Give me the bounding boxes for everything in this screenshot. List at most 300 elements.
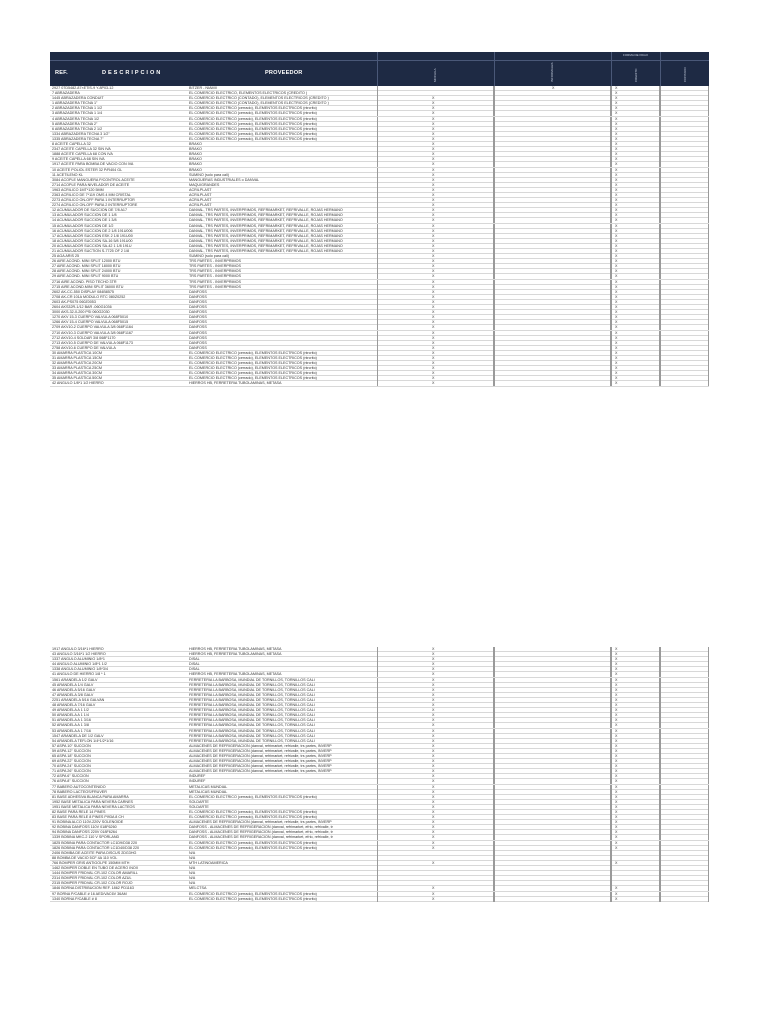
mark-mochila: X: [432, 142, 435, 147]
item-supplier: EL COMERCIO ELECTRICO (cerrado), ELEMENTOS ELECTRICOS (ntrcrito): [189, 106, 317, 111]
header-col-contado: CONTADO: [683, 67, 687, 82]
item-description: 81 BASE ADHESIVA BLANCA PARA AMARRA: [52, 794, 129, 799]
header-divider: [660, 52, 661, 86]
mark-mochila: X: [432, 279, 435, 284]
item-description: 2406 BOMBA DE ACEITE PARA DISCUS 2DG3HG: [52, 850, 137, 855]
price-sheet-upper: [50, 52, 709, 387]
item-description: 27 AIRE ACOND. MINI SPLIT 18000 BTU: [52, 264, 121, 269]
item-description: 78 BABERO LACTEOS/FRUVER: [52, 789, 107, 794]
mark-credito: X: [615, 203, 618, 208]
item-description: 43 ANGULO 3/16*1 1/2 HIERRO: [52, 652, 106, 657]
mark-mochila: X: [432, 355, 435, 360]
item-supplier: BRAKO: [189, 167, 202, 172]
item-description: 76 ASPA 8" SUCCION: [52, 779, 89, 784]
item-description: 1846 BORNA DISTRIBUCION REF. 1862 PD1163: [52, 886, 134, 891]
item-description: 2927 07D5482-87×ETIS-9 Y-8P03-12: [52, 86, 114, 90]
item-supplier: TRS PARTES - INVERPRIMOS: [189, 274, 241, 279]
item-description: 1888 ACEITE CAPELLA 68 CON IVA: [52, 152, 113, 157]
item-supplier: EL COMERCIO ELECTRICO (cerrado), ELEMENTOS ELECTRICOS (ntrcrito): [189, 136, 317, 141]
mark-mochila: X: [432, 891, 435, 896]
mark-credito: X: [615, 325, 618, 330]
item-supplier: DISAL: [189, 657, 200, 662]
item-supplier: DANVAL, TRS PARTES, INVERPRIMOS, REFRIMARKET, REFRIVALLE, ROJAS HERMANO: [189, 218, 343, 223]
mark-mochila: X: [432, 738, 435, 743]
item-supplier: DISAL: [189, 662, 200, 667]
item-description: 1825 BOBINA PARA CONTACTOR LC1D9/D38 220: [52, 840, 138, 845]
mark-mochila: X: [432, 789, 435, 794]
item-description: 1963 ACRILICO 1MT*120 5MM: [52, 187, 104, 192]
item-description: 2713 AKV10-5 CUERPO DE VALVULA 068F1173: [52, 340, 133, 345]
mark-credito: X: [615, 840, 618, 845]
mark-mochila: X: [432, 371, 435, 376]
item-description: 1445 ABRAZADERA CONDUIT: [52, 96, 104, 101]
item-description: 50 ARANDELA A 1 1/4: [52, 713, 89, 718]
mark-mochila: X: [432, 289, 435, 294]
item-description: 13 ACUMULADOR SUCCION DE 1 1/8: [52, 213, 117, 218]
mark-mochila: X: [432, 799, 435, 804]
mark-credito: X: [615, 279, 618, 284]
item-description: 10 ACEITE POLIOL ESTER 32 P/R404 GL: [52, 167, 123, 172]
item-supplier: MAQUIGRANDES: [189, 182, 220, 187]
item-description: 51 ARANDELA A 1 3/16: [52, 718, 91, 723]
item-supplier: SOLDARTE: [189, 804, 209, 809]
mark-credito: X: [615, 162, 618, 167]
header-ref: REF.: [55, 70, 68, 76]
mark-mochila: X: [432, 157, 435, 162]
item-description: 2251 ARANDELA 5/16 GALVAN: [52, 697, 105, 702]
mark-credito: X: [615, 187, 618, 192]
item-supplier: EL COMERCIO ELECTRICO (cerrado), ELEMENTOS ELECTRICOS (ntrcrito): [189, 810, 317, 814]
item-description: 28 AIRE ACOND. MINI SPLIT 24000 BTU: [52, 269, 121, 274]
mark-mochila: X: [432, 774, 435, 779]
item-supplier: EL COMERCIO ELECTRICO, ELEMENTOS ELECTRICOS (CREDITO ): [189, 91, 308, 96]
item-description: 11 ACETILENO KL: [52, 172, 84, 177]
mark-mochila: X: [432, 708, 435, 713]
item-description: 3084 ACOPLE MANGUERA P/CONTROL ACEITE: [52, 177, 135, 182]
item-description: 2273 ACRILICO ON-OFF PARA 1 INTERRUPTOR: [52, 198, 135, 203]
item-supplier: FERRETERIA LA BARBOSA, MUNDIAL DE TORNILLOS, TORNILLOS CALI: [189, 697, 315, 702]
mark-credito: X: [615, 738, 618, 743]
item-supplier: EL COMERCIO ELECTRICO (cerrado), ELEMENTOS ELECTRICOS (ntrcrito): [189, 131, 317, 136]
item-description: 2709 AKV10-2 CUERPO VALVULA 3/8 068F1164: [52, 325, 133, 330]
mark-credito: X: [615, 784, 618, 789]
mark-credito: X: [615, 376, 618, 381]
mark-mochila: X: [432, 835, 435, 840]
item-supplier: FERRETERIA LA BARBOSA, MUNDIAL DE TORNILLOS, TORNILLOS CALI: [189, 703, 315, 708]
item-description: 44 ANGULO ALUMINIO 1/8*1 1/2: [52, 662, 107, 667]
item-description: 59 ASPA 12" SUCCION: [52, 748, 91, 753]
item-supplier: FERRETERIA LA BARBOSA, MUNDIAL DE TORNILLOS, TORNILLOS CALI: [189, 723, 315, 728]
item-description: 83 BASE PARA RELE 8 PINES PI93A 8 CH: [52, 815, 124, 820]
mark-mochila: X: [432, 718, 435, 723]
mark-credito: X: [615, 315, 618, 320]
item-supplier: HIERROS HB, FERRETERIA TUBOLAMINAS, METASA: [189, 652, 282, 657]
item-description: 1334 ABRAZADERA TECNA 3 1/2": [52, 131, 110, 136]
mark-credito: X: [615, 366, 618, 371]
mark-mochila: X: [432, 662, 435, 667]
mark-credito: X: [615, 733, 618, 738]
mark-mochila: X: [432, 208, 435, 213]
mark-mochila: X: [432, 779, 435, 784]
item-supplier: DANFOSS: [189, 330, 207, 335]
mark-credito: X: [615, 121, 618, 126]
mark-credito: X: [615, 687, 618, 692]
price-sheet-lower: [50, 647, 709, 902]
item-supplier: HIERROS HB, FERRETERIA TUBOLAMINAS, METASA: [189, 672, 282, 677]
item-supplier: DANFOSS: [189, 310, 207, 315]
header-col-credito: CREDITO: [634, 68, 638, 82]
item-supplier: BRAKO: [189, 142, 202, 147]
item-description: 2315 BOMPER FRIDVAL CR-102 COLOR ROJO: [52, 881, 133, 886]
mark-credito: X: [615, 692, 618, 697]
item-description: 2602 AK-CC-550 DISPLAY 084B8575: [52, 289, 114, 294]
item-supplier: SOLDARTE: [189, 799, 209, 804]
mark-credito: X: [615, 774, 618, 779]
item-description: 2603 AK-PS075 060Z0053: [52, 299, 96, 304]
mark-credito: X: [615, 198, 618, 203]
item-description: 1338 ANGULO ALUMINIO 1/8*3/4: [52, 667, 108, 672]
mark-credito: X: [615, 147, 618, 152]
item-description: 94 BOBINA DANFOSS 220V 018F6264: [52, 830, 117, 835]
item-supplier: N/A: [189, 866, 196, 871]
item-description: 48 ARANDELA 7/16 GALV: [52, 703, 96, 708]
header-divider: [611, 52, 612, 86]
mark-mochila: X: [432, 254, 435, 259]
mark-credito: X: [615, 243, 618, 248]
item-supplier: ALMACENES DE REFRIGERACION (danval, refrimarket, refrivalle, trs partes, INVERP: [189, 759, 332, 764]
item-description: 25 AGA ARIS 25: [52, 254, 80, 259]
mark-informales: [552, 897, 560, 902]
table-header: [50, 52, 709, 86]
mark-mochila: X: [432, 845, 435, 850]
mark-credito: X: [615, 238, 618, 243]
item-supplier: DANFOSS - ALMACENES DE REFRIGERACION (danval, refrimarket, efrio, refrivalle, tr: [189, 830, 333, 835]
mark-mochila: X: [432, 147, 435, 152]
mark-mochila: X: [432, 111, 435, 116]
item-supplier: EL COMERCIO ELECTRICO (cerrado), ELEMENTOS ELECTRICOS (ntrcrito): [189, 121, 317, 126]
item-supplier: N/A: [189, 881, 196, 886]
item-supplier: EL COMERCIO ELECTRICO (cerrado), ELEMENTOS ELECTRICOS (ntrcrito): [189, 896, 317, 901]
mark-mochila: X: [432, 218, 435, 223]
mark-credito: X: [615, 672, 618, 677]
item-supplier: FERRETERIA LA BARBOSA, MUNDIAL DE TORNILLOS, TORNILLOS CALI: [189, 728, 315, 733]
header-divider: [494, 52, 495, 86]
mark-mochila: X: [432, 743, 435, 748]
item-supplier: EL COMERCIO ELECTRICO (cerrado), ELEMENTOS ELECTRICOS (ntrcrito): [189, 371, 317, 376]
item-supplier: EL COMERCIO ELECTRICO (cerrado), ELEMENTOS ELECTRICOS (ntrcrito): [189, 350, 317, 355]
item-description: 15 ACUMULADOR SUCCION DE 1/2: [52, 223, 114, 228]
item-supplier: ACRILPLAST: [189, 192, 212, 197]
mark-credito: X: [615, 340, 618, 345]
mark-credito: X: [615, 753, 618, 758]
mark-mochila: X: [432, 203, 435, 208]
mark-mochila: X: [432, 330, 435, 335]
mark-mochila: X: [432, 713, 435, 718]
mark-mochila: X: [432, 325, 435, 330]
item-supplier: DANFOSS: [189, 299, 207, 304]
mark-mochila: X: [432, 815, 435, 820]
mark-credito: X: [615, 172, 618, 177]
mark-mochila: X: [432, 228, 435, 233]
mark-mochila: X: [432, 753, 435, 758]
item-supplier: DANVAL, TRS PARTES, INVERPRIMOS, REFRIMARKET, REFRIVALLE, ROJAS HERMANO: [189, 233, 343, 238]
header-divider: [377, 52, 378, 86]
mark-mochila: X: [432, 172, 435, 177]
mark-mochila: X: [432, 223, 435, 228]
mark-mochila: X: [432, 305, 435, 310]
item-supplier: HIERROS HB, FERRETERIA TUBOLAMINAS, METASA: [189, 647, 282, 651]
item-description: 32 AMARRA PLASTICA 20CM: [52, 361, 103, 366]
item-description: 1917 ANGULO 3/16*1 HIERRO: [52, 647, 104, 651]
mark-mochila: X: [432, 825, 435, 830]
item-description: 1547 ARANDELA DE 1/2 GALV: [52, 733, 104, 738]
item-description: 92 BOBINA DANFOSS 110V 018F6260: [52, 825, 117, 830]
mark-credito: X: [615, 835, 618, 840]
mark-mochila: X: [432, 269, 435, 274]
table-row: [50, 897, 709, 902]
mark-mochila: X: [432, 376, 435, 381]
mark-mochila: X: [432, 733, 435, 738]
mark-credito: X: [615, 101, 618, 106]
item-description: 57 ASPA 10" SUCCION: [52, 743, 91, 748]
mark-mochila: X: [432, 830, 435, 835]
mark-mochila: X: [432, 657, 435, 662]
table-body-lower: [50, 647, 709, 902]
mark-mochila: X: [432, 728, 435, 733]
item-supplier: EL COMERCIO ELECTRICO (cerrado), ELEMENTOS ELECTRICOS (ntrcrito): [189, 366, 317, 371]
mark-credito: X: [615, 799, 618, 804]
item-supplier: DANFOSS: [189, 335, 207, 340]
item-supplier: INDUREF: [189, 774, 206, 779]
item-supplier: TRS PARTES - INVERPRIMOS: [189, 279, 241, 284]
mark-credito: X: [615, 779, 618, 784]
item-supplier: ALMACENES DE REFRIGERACION (danval, refrimarket, refrivalle, trs partes, INVERP: [189, 820, 332, 825]
item-supplier: EL COMERCIO ELECTRICO (cerrado), ELEMENTOS ELECTRICOS (ntrcrito): [189, 891, 317, 896]
header-forma-de-pago: FORMA DE PAGO: [623, 53, 648, 57]
item-supplier: DANFOSS: [189, 289, 207, 294]
mark-mochila: X: [432, 182, 435, 187]
mark-credito: X: [615, 371, 618, 376]
item-description: 2347 ACEITE CAPELLA 32 SIN IVA: [52, 147, 111, 152]
item-supplier: N/A: [189, 871, 196, 876]
mark-credito: X: [615, 86, 618, 90]
item-supplier: METALICAS MUNDIAL: [189, 789, 228, 794]
mark-credito: X: [615, 126, 618, 131]
mark-credito: X: [615, 192, 618, 197]
mark-credito: X: [615, 718, 618, 723]
mark-credito: X: [615, 667, 618, 672]
item-description: 1266 AKV 15-4 CUERPO VALVULA 068F5015: [52, 320, 129, 325]
grid-cell: [660, 381, 709, 386]
item-description: 77 BABERO AUTOCONTENIDO: [52, 784, 106, 789]
mark-mochila: X: [432, 723, 435, 728]
item-supplier: ALMACENES DE REFRIGERACION (danval, refrimarket, refrivalle, trs partes, INVERP: [189, 748, 332, 753]
mark-credito: X: [615, 177, 618, 182]
mark-credito: X: [615, 269, 618, 274]
item-description: 65 ASPA 18" SUCCION: [52, 753, 91, 758]
item-description: 53 ARANDELA A 1 7/16: [52, 728, 91, 733]
mark-credito: X: [615, 213, 618, 218]
mark-credito: X: [615, 330, 618, 335]
item-supplier: BITZER - NIAMII: [189, 86, 217, 90]
item-supplier: EL COMERCIO ELECTRICO (cerrado), ELEMENTOS ELECTRICOS (ntrcrito): [189, 126, 317, 131]
item-description: 7 ABRAZADERA: [52, 91, 80, 96]
item-description: 2604 AKS32R-1/12 BAR -060G1036: [52, 305, 112, 310]
mark-credito: X: [615, 218, 618, 223]
mark-mochila: X: [432, 198, 435, 203]
mark-credito: X: [615, 335, 618, 340]
mark-mochila: X: [432, 310, 435, 315]
mark-mochila: X: [432, 187, 435, 192]
item-description: 88 BOMBA DE VACIO 5CF 4A 110 VOL: [52, 855, 118, 860]
item-supplier: FERRETERIA LA BARBOSA, MUNDIAL DE TORNILLOS, TORNILLOS CALI: [189, 677, 315, 682]
mark-mochila: X: [432, 233, 435, 238]
item-description: 1952 BASE METALICA PARA NEVERA CARNES: [52, 799, 134, 804]
item-description: 1270 AKV 15-3 CUERPO VALVULA 068F5010: [52, 315, 129, 320]
mark-mochila: X: [432, 820, 435, 825]
item-description: 1462 BOMPER DOBLE EN TUBO DE ACERO INOX: [52, 866, 139, 871]
item-supplier: EL COMERCIO ELECTRICO (cerrado), ELEMENTOS ELECTRICOS (ntrcrito): [189, 361, 317, 366]
mark-credito: X: [615, 305, 618, 310]
mark-credito: X: [615, 708, 618, 713]
item-supplier: ALMACENES DE REFRIGERACION (danval, refrimarket, refrivalle, trs partes, INVERP: [189, 764, 332, 769]
item-supplier: EL COMERCIO ELECTRICO (cerrado), ELEMENTOS ELECTRICOS (ntrcrito): [189, 111, 317, 116]
item-description: 35 AMARRA PLASTICA 50CM: [52, 376, 103, 381]
item-description: 1335 ABRAZADERA TECNA 7": [52, 136, 104, 141]
mark-mochila: X: [432, 697, 435, 702]
mark-credito: X: [615, 294, 618, 299]
item-supplier: DANFOSS: [189, 320, 207, 325]
item-supplier: BRAKO: [189, 162, 202, 167]
item-description: 2716 AIRE ACOND. PISO TECHO 3TR: [52, 279, 117, 284]
mark-credito: X: [615, 891, 618, 896]
item-supplier: DANFOSS: [189, 294, 207, 299]
item-supplier: DANFOSS: [189, 345, 207, 350]
item-supplier: ALMACENES DE REFRIGERACION (danval, refrimarket, refrivalle, trs partes, INVERP: [189, 753, 332, 758]
item-description: 1 ABRAZADERA TECNA 1": [52, 101, 98, 106]
item-supplier: EL COMERCIO ELECTRICO (cerrado), ELEMENTOS ELECTRICOS (ntrcrito): [189, 840, 317, 845]
mark-mochila: X: [432, 274, 435, 279]
item-supplier: BRAKO: [189, 157, 202, 162]
item-description: 14 ACUMULADOR SUCCION DE 1 3/8: [52, 218, 117, 223]
mark-credito: X: [615, 825, 618, 830]
mark-mochila: X: [432, 647, 435, 651]
item-supplier: EL COMERCIO ELECTRICO (CONTADO), ELEMENTOS ELECTRICOS (CREDITO ): [189, 101, 329, 106]
mark-credito: X: [615, 743, 618, 748]
mark-mochila: X: [432, 243, 435, 248]
item-supplier: EL COMERCIO ELECTRICO (cerrado), ELEMENTOS ELECTRICOS (ntrcrito): [189, 845, 317, 850]
item-supplier: FERRETERIA LA BARBOSA, MUNDIAL DE TORNILLOS, TORNILLOS CALI: [189, 738, 315, 743]
item-supplier: DANVAL, TRS PARTES, INVERPRIMOS, REFRIMARKET, REFRIVALLE, ROJAS HERMANO: [189, 208, 343, 213]
item-description: 2712 AKV10-4 SOLDAR 3/8 068F1170: [52, 335, 116, 340]
mark-mochila: X: [432, 366, 435, 371]
mark-credito: X: [615, 136, 618, 141]
mark-credito: X: [615, 820, 618, 825]
item-supplier: N/A: [189, 855, 196, 860]
item-supplier: ALMACENES DE REFRIGERACION (danval, refrimarket, refrivalle, trs partes, INVERP: [189, 769, 332, 774]
item-description: 3000 AKS-32-0-200 PSI 060G2030: [52, 310, 110, 315]
item-description: 18 ACUMULADOR SUCCION SA-16 5/8 191U00: [52, 238, 133, 243]
table-row: [50, 381, 709, 386]
item-description: 91 BOBINA ALCO 110V-220V SOLENOIDE: [52, 820, 124, 825]
mark-mochila: X: [432, 350, 435, 355]
item-supplier: DANVAL, TRS PARTES, INVERPRIMOS, REFRIMARKET, REFRIVALLE, ROJAS HERMANO: [189, 228, 343, 233]
mark-mochila: X: [432, 672, 435, 677]
mark-mochila: X: [432, 162, 435, 167]
item-description: 1444 BOMPER FRIDVAL CR-102 COLOR AMARILL: [52, 871, 138, 876]
item-supplier: MELCTSA: [189, 886, 207, 891]
mark-credito: X: [615, 310, 618, 315]
item-supplier: FERRETERIA LA BARBOSA, MUNDIAL DE TORNILLOS, TORNILLOS CALI: [189, 682, 315, 687]
grid-cell: [660, 897, 709, 902]
item-description: 97 BORNA P/CABLE # 16 AED/VAC6V 36AM: [52, 891, 127, 896]
mark-mochila: X: [432, 294, 435, 299]
item-description: 2363 ACRILICO DE 7*119 OMS 4 MM CRISTAL: [52, 192, 131, 197]
mark-credito: X: [615, 652, 618, 657]
item-description: 2274 ACRILICO ON-OFF PARA 2 INTERRUPTORE: [52, 203, 138, 208]
mark-credito: X: [615, 91, 618, 96]
mark-credito: X: [615, 167, 618, 172]
mark-credito: X: [615, 794, 618, 799]
mark-credito: X: [615, 662, 618, 667]
item-description: 766 BOMPER GRIS ANTIGOLPE 150MM MTH: [52, 860, 130, 865]
item-supplier: BRAKO: [189, 152, 202, 157]
item-supplier: ALMACENES DE REFRIGERACION (danval, refrimarket, refrivalle, trs partes, INVERP: [189, 743, 332, 748]
mark-credito: X: [615, 152, 618, 157]
mark-mochila: X: [432, 192, 435, 197]
item-supplier: EL COMERCIO ELECTRICO (cerrado), ELEMENTOS ELECTRICOS (ntrcrito): [189, 355, 317, 360]
item-description: 71 ASPA 26" SUCCION: [52, 769, 91, 774]
item-supplier: DISAL: [189, 667, 200, 672]
mark-credito: X: [615, 764, 618, 769]
mark-credito: X: [615, 355, 618, 360]
mark-mochila: X: [432, 345, 435, 350]
item-supplier: ACRILPLAST: [189, 187, 212, 192]
mark-mochila: X: [432, 860, 435, 865]
mark-credito: X: [615, 713, 618, 718]
item-supplier: EL COMERCIO ELECTRICO (cerrado), ELEMENTOS ELECTRICOS (ntrcrito): [189, 815, 317, 820]
item-description: 2714 ACOPLE PARA NIVELADOR DE ACEITE: [52, 182, 130, 187]
mark-mochila: X: [432, 136, 435, 141]
item-supplier: BRAKO: [189, 147, 202, 152]
mark-mochila: X: [432, 361, 435, 366]
mark-mochila: X: [432, 116, 435, 121]
mark-mochila: X: [432, 840, 435, 845]
mark-credito: X: [615, 728, 618, 733]
item-supplier: N/A: [189, 876, 196, 881]
mark-mochila: X: [432, 340, 435, 345]
item-description: 1917 ACEITE PARA BOMBA DE VACIO CON IVA: [52, 162, 134, 167]
mark-mochila: X: [432, 167, 435, 172]
mark-credito: X: [615, 345, 618, 350]
item-supplier: FERRETERIA LA BARBOSA, MUNDIAL DE TORNILLOS, TORNILLOS CALI: [189, 708, 315, 713]
mark-mochila: X: [432, 213, 435, 218]
item-description: 30 AMARRA PLASTICA 10CM: [52, 350, 103, 355]
mark-mochila: X: [432, 259, 435, 264]
mark-credito: X: [615, 647, 618, 651]
item-description: 6 ABRAZADERA TECNA 2 1/2: [52, 126, 103, 131]
mark-credito: X: [615, 350, 618, 355]
item-supplier: DANFOSS - ALMACENES DE REFRIGERACION (danval, refrimarket, efrio, refrivalle, tr: [189, 835, 333, 840]
mark-credito: X: [615, 131, 618, 136]
item-supplier: DANFOSS: [189, 340, 207, 345]
mark-credito: X: [615, 249, 618, 253]
mark-credito: X: [615, 759, 618, 764]
mark-mochila: X: [432, 677, 435, 682]
mark-mochila: X: [432, 682, 435, 687]
mark-credito: X: [615, 264, 618, 269]
item-supplier: DANFOSS: [189, 325, 207, 330]
